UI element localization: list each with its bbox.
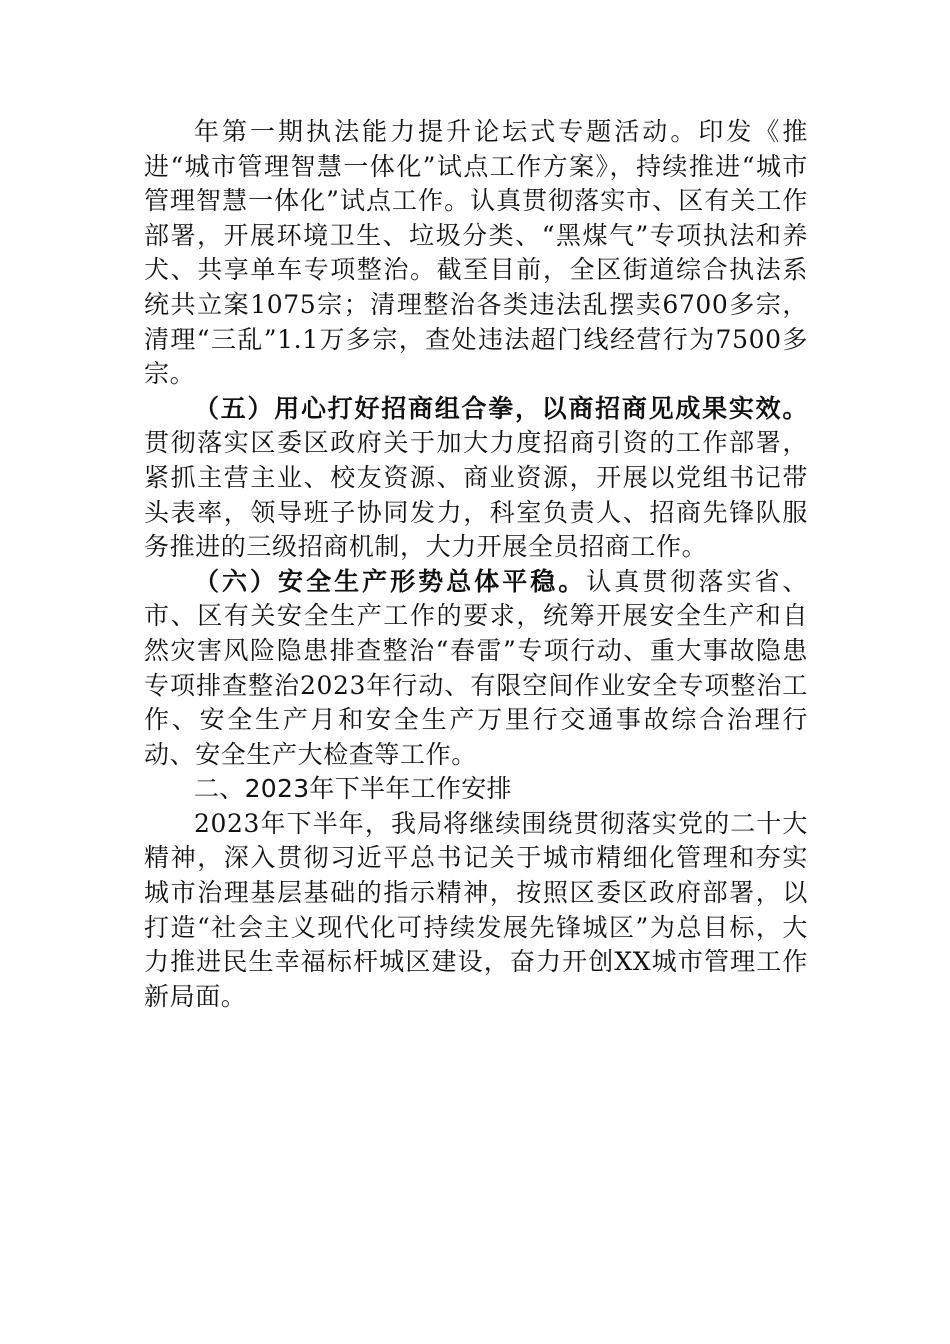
section-heading: 二、2023年下半年工作安排 (194, 774, 512, 804)
document-body (144, 115, 808, 1014)
paragraph-enforcement-summary (144, 115, 808, 392)
paragraph-lead-heading: （五）用心打好招商组合拳，以商招商见成果实效。 (194, 393, 808, 423)
paragraph-text: 贯彻落实区委区政府关于加大力度招商引资的工作部署，紧抓主营主业、校友资源、商业资源，开展以党组书记带头表率，领导班子协同发力，科室负责人、招商先锋队服务推进的三级招商机制，大力开展全员招商工作。 (144, 428, 808, 562)
paragraph-text: 2023年下半年，我局将继续围绕贯彻落实党的二十大精神，深入贯彻习近平总书记关于城市精细化管理和夯实城市治理基层基础的指示精神，按照区委区政府部署，以打造“社会主义现代化可持续发展先锋城区”为总目标，大力推进民生幸福标杆城区建设，奋力开创XX城市管理工作新局面。 (144, 808, 808, 1011)
paragraph-text: 认真贯彻落实省、市、区有关安全生产工作的要求，统筹开展安全生产和自然灾害风险隐患排查整治“春雷”专项行动、重大事故隐患专项排查整治2023年行动、有限空间作业安全专项整治工作、安全生产月和安全生产万里行交通事故综合治理行动、安全生产大检查等工作。 (144, 566, 808, 769)
paragraph-investment-promotion (144, 392, 808, 565)
paragraph-lead-heading: （六）安全生产形势总体平稳。 (194, 566, 587, 596)
paragraph-text: 年第一期执法能力提升论坛式专题活动。印发《推进“城市管理智慧一体化”试点工作方案》，持续推进“城市管理智慧一体化”试点工作。认真贯彻落实市、区有关工作部署，开展环境卫生、垃圾分类、“黑煤气”专项执法和养犬、共享单车专项整治。截至目前，全区街道综合执法系统共立案1075宗；清理整治各类违法乱摆卖6700多宗，清理“三乱”1.1万多宗，查处违法超门线经营行为7500多宗。 (144, 117, 808, 389)
paragraph-safety-production (144, 565, 808, 773)
paragraph-second-half-plan (144, 807, 808, 1015)
